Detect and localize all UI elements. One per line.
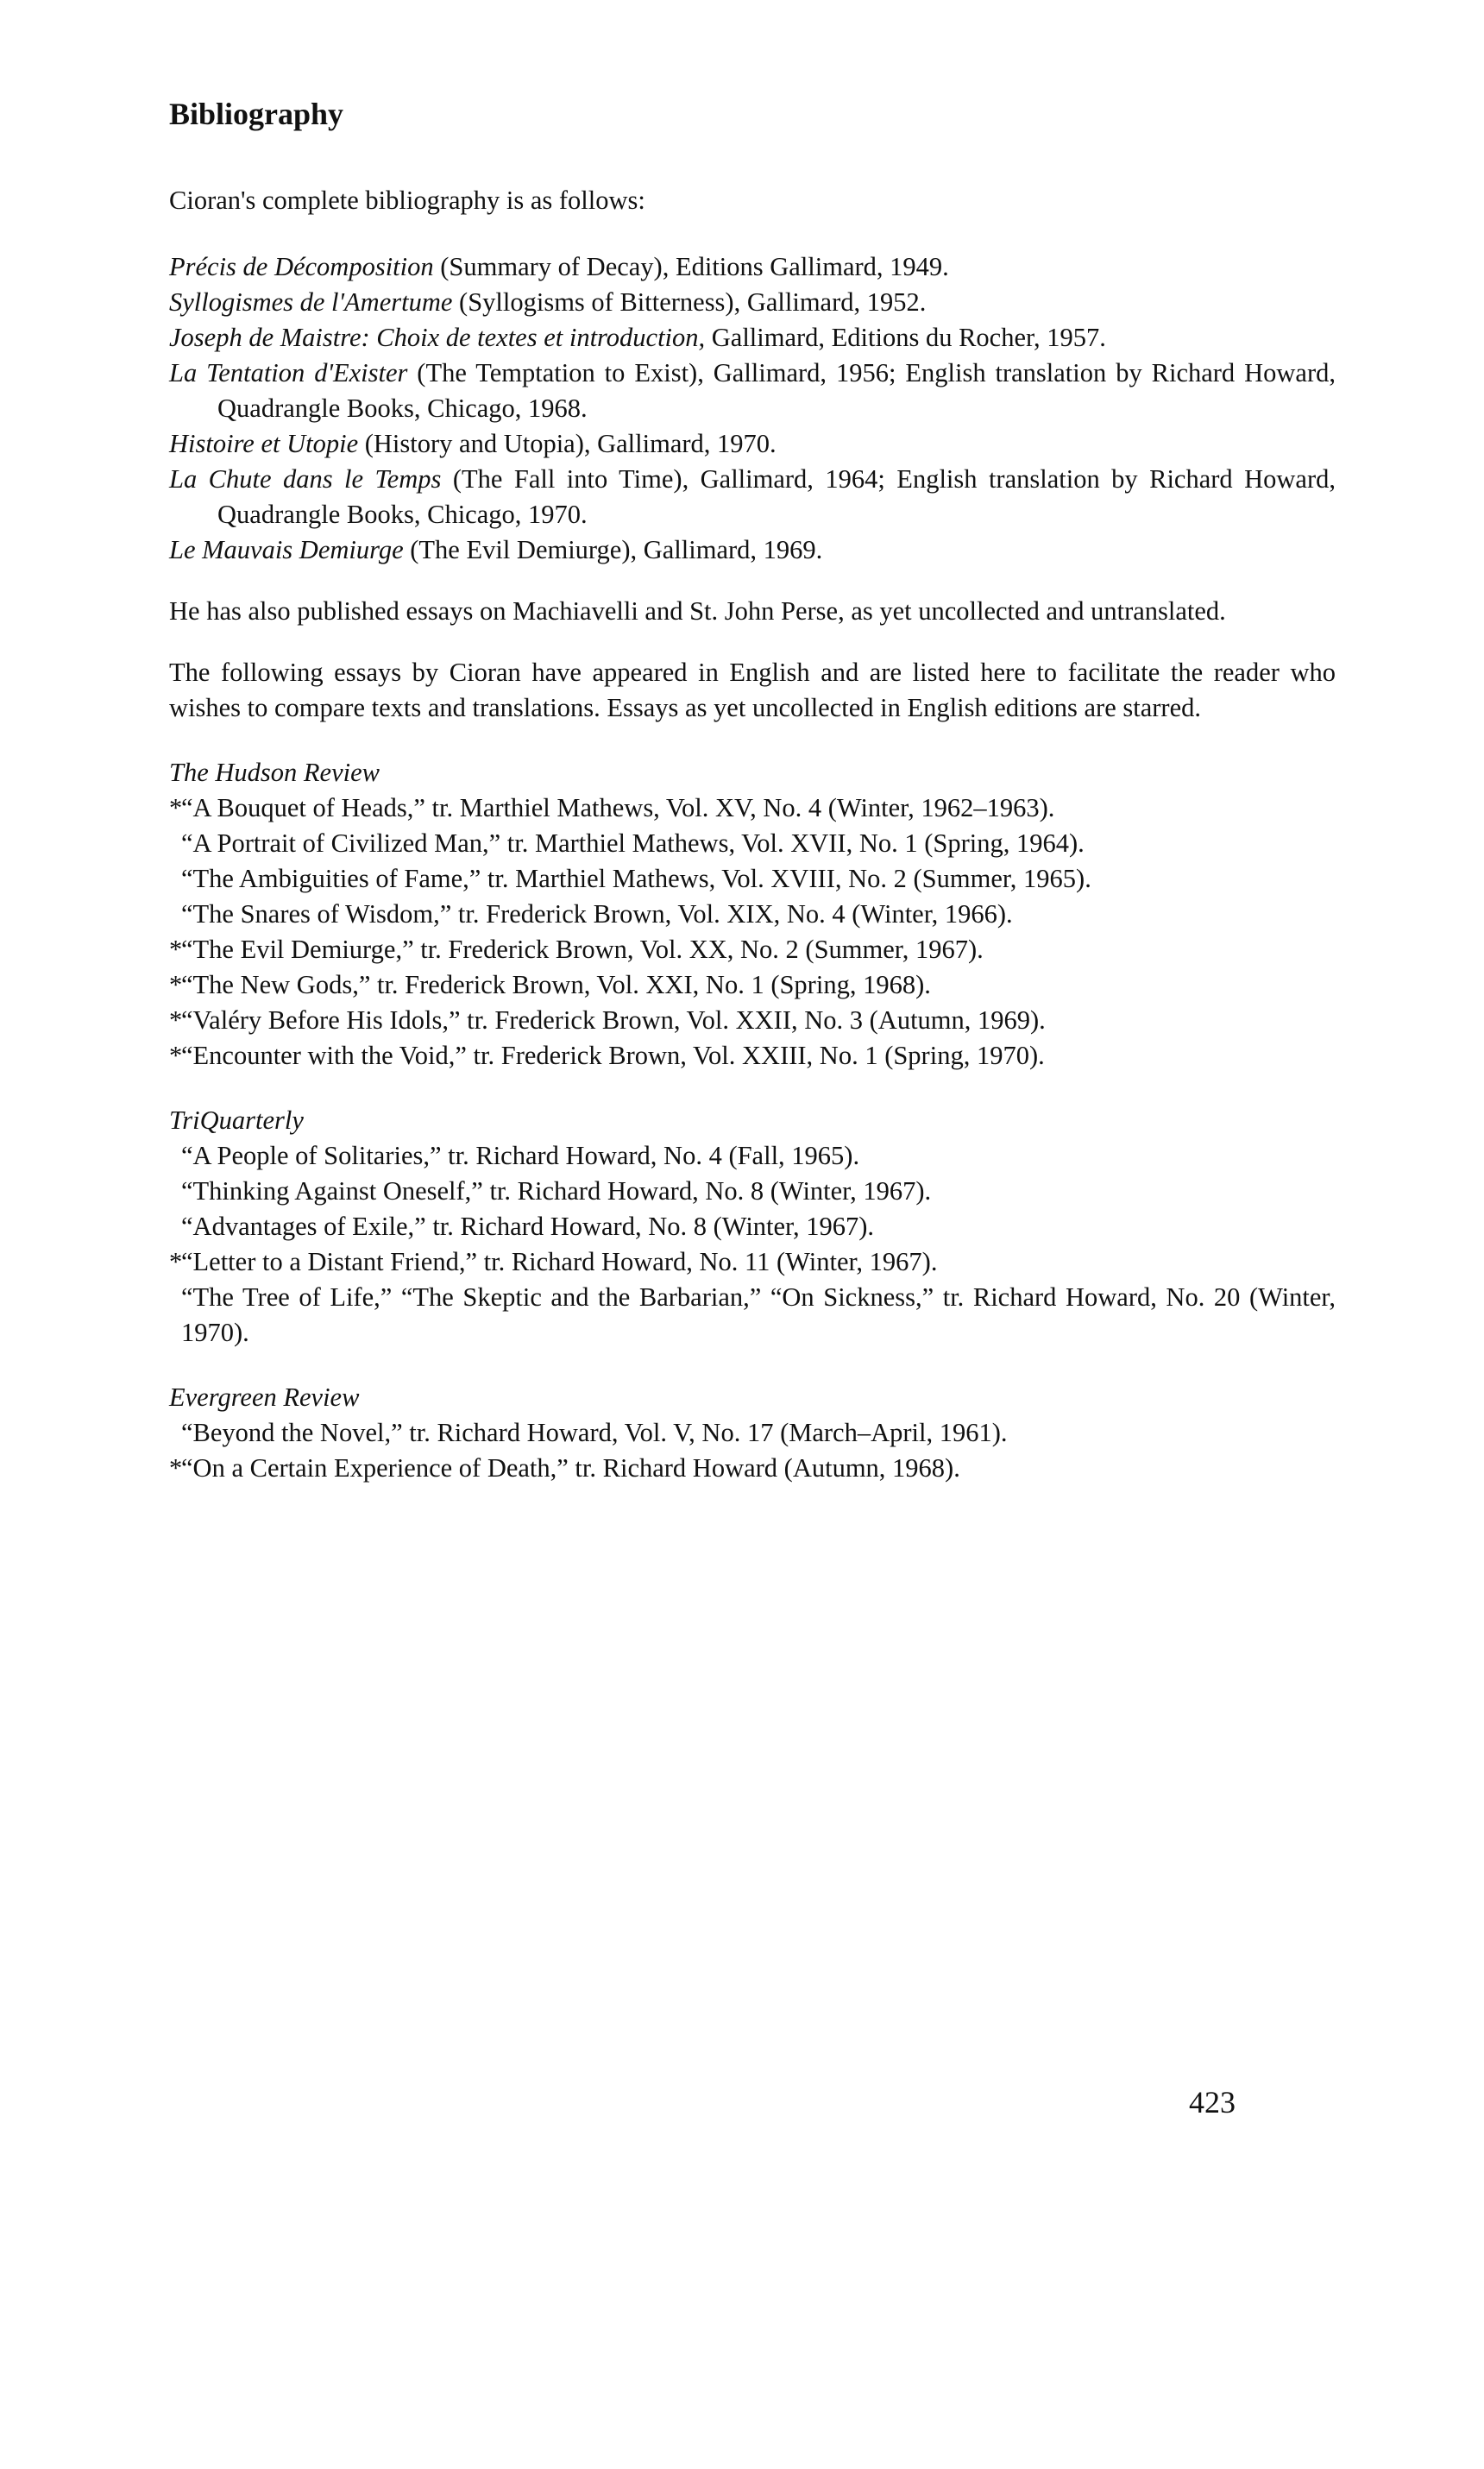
book-title: La Chute dans le Temps	[169, 464, 442, 494]
book-title: Histoire et Utopie	[169, 429, 359, 458]
essay-text: “Beyond the Novel,” tr. Richard Howard, Vol. V, No. 17 (March–April, 1961).	[181, 1418, 1008, 1447]
section-title: TriQuarterly	[169, 1105, 304, 1135]
star-marker: *	[169, 970, 183, 999]
book-details: (The Evil Demiurge), Gallimard, 1969.	[403, 535, 823, 564]
book-entry	[169, 532, 1336, 568]
book-entry	[169, 249, 1336, 285]
essay-entry	[169, 932, 1336, 967]
uncollected-note: He has also published essays on Machiavelli and St. John Perse, as yet uncollected and untranslated.	[169, 596, 1226, 626]
essay-text: “A Bouquet of Heads,” tr. Marthiel Mathews, Vol. XV, No. 4 (Winter, 1962–1963).	[181, 793, 1055, 822]
section-title: Evergreen Review	[169, 1383, 360, 1412]
essay-text: “Letter to a Distant Friend,” tr. Richard Howard, No. 11 (Winter, 1967).	[181, 1247, 938, 1276]
essay-text: “The Snares of Wisdom,” tr. Frederick Brown, Vol. XIX, No. 4 (Winter, 1966).	[181, 899, 1013, 929]
star-marker: *	[169, 1041, 183, 1070]
essay-text: “On a Certain Experience of Death,” tr. Richard Howard (Autumn, 1968).	[181, 1453, 960, 1483]
book-entry	[169, 426, 1336, 462]
book-entry	[169, 285, 1336, 320]
essay-text: “The Evil Demiurge,” tr. Frederick Brown, Vol. XX, No. 2 (Summer, 1967).	[181, 935, 984, 964]
essay-entry	[169, 1209, 1336, 1244]
book-title: Joseph de Maistre: Choix de textes et introduction,	[169, 323, 706, 352]
essay-entry	[169, 861, 1336, 897]
translations-note: The following essays by Cioran have appeared in English and are listed here to facilitate the reader who wishes to compare texts and translations. Essays as yet uncollected in English editions are starred.	[169, 658, 1336, 722]
star-marker: *	[169, 793, 183, 822]
essay-text: “Encounter with the Void,” tr. Frederick Brown, Vol. XXIII, No. 1 (Spring, 1970).	[181, 1041, 1045, 1070]
intro-text: Cioran's complete bibliography is as follows:	[169, 186, 645, 215]
book-entry	[169, 462, 1336, 532]
section-title: The Hudson Review	[169, 758, 380, 787]
star-marker: *	[169, 1453, 183, 1483]
essay-entry	[169, 1280, 1336, 1351]
book-entry	[169, 320, 1336, 356]
book-title: Précis de Décomposition	[169, 252, 434, 281]
book-details: (The Temptation to Exist), Gallimard, 1956; English translation by Richard Howard, Quadrangle Books, Chicago, 1968.	[217, 358, 1336, 423]
essay-entry	[169, 1174, 1336, 1209]
book-entry	[169, 356, 1336, 426]
essay-text: “Thinking Against Oneself,” tr. Richard Howard, No. 8 (Winter, 1967).	[181, 1176, 932, 1206]
book-title: La Tentation d'Exister	[169, 358, 408, 387]
essay-text: “Advantages of Exile,” tr. Richard Howard, No. 8 (Winter, 1967).	[181, 1212, 875, 1241]
essay-entry	[169, 790, 1336, 826]
essay-entry	[169, 1038, 1336, 1074]
section-evergreen-review	[169, 1380, 1336, 1486]
essay-text: “The Ambiguities of Fame,” tr. Marthiel Mathews, Vol. XVIII, No. 2 (Summer, 1965).	[181, 864, 1091, 893]
star-marker: *	[169, 1247, 183, 1276]
star-marker: *	[169, 1005, 183, 1035]
page-heading: Bibliography	[169, 97, 344, 131]
essay-text: “The Tree of Life,” “The Skeptic and the Barbarian,” “On Sickness,” tr. Richard Howard, No. 20 (Winter, 1970).	[181, 1282, 1336, 1347]
section-triquarterly	[169, 1103, 1336, 1351]
essay-entry	[169, 1451, 1336, 1486]
essay-entry	[169, 897, 1336, 932]
book-title: Le Mauvais Demiurge	[169, 535, 404, 564]
essay-entry	[169, 826, 1336, 861]
book-details: Gallimard, Editions du Rocher, 1957.	[705, 323, 1106, 352]
book-details: (History and Utopia), Gallimard, 1970.	[358, 429, 777, 458]
bibliography-page	[169, 95, 1336, 1486]
essay-entry	[169, 1138, 1336, 1174]
page-number: 423	[1189, 2085, 1236, 2119]
essay-text: “A People of Solitaries,” tr. Richard Howard, No. 4 (Fall, 1965).	[181, 1141, 860, 1170]
book-details: (The Fall into Time), Gallimard, 1964; English translation by Richard Howard, Quadrangle Books, Chicago, 1970.	[217, 464, 1336, 529]
essay-text: “Valéry Before His Idols,” tr. Frederick Brown, Vol. XXII, No. 3 (Autumn, 1969).	[181, 1005, 1046, 1035]
book-details: (Syllogisms of Bitterness), Gallimard, 1952.	[452, 287, 927, 317]
essay-entry	[169, 1244, 1336, 1280]
essay-text: “The New Gods,” tr. Frederick Brown, Vol. XXI, No. 1 (Spring, 1968).	[181, 970, 931, 999]
books-list	[169, 249, 1336, 568]
essay-entry	[169, 1415, 1336, 1451]
essay-entry	[169, 1003, 1336, 1038]
section-hudson-review	[169, 755, 1336, 1074]
book-details: (Summary of Decay), Editions Gallimard, 1949.	[433, 252, 949, 281]
book-title: Syllogismes de l'Amertume	[169, 287, 453, 317]
star-marker: *	[169, 935, 183, 964]
essay-entry	[169, 967, 1336, 1003]
essay-text: “A Portrait of Civilized Man,” tr. Marthiel Mathews, Vol. XVII, No. 1 (Spring, 1964).	[181, 828, 1085, 858]
